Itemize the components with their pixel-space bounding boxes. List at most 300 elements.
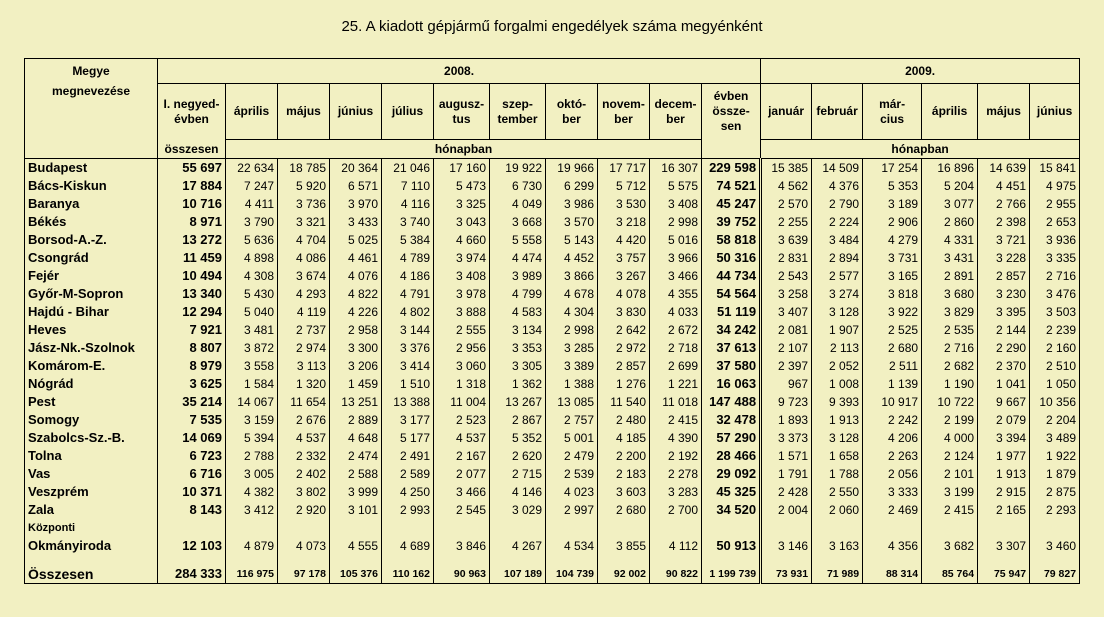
month-2008-value: 4 452 xyxy=(546,249,598,267)
month-2009-value: 3 258 xyxy=(761,285,812,303)
month-2008-6-line1: októ- xyxy=(556,96,587,111)
month-2008-value: 4 537 xyxy=(278,429,330,447)
month-2009-value: 3 489 xyxy=(1030,429,1080,447)
county-name: Békés xyxy=(25,213,158,231)
month-2008-value: 13 251 xyxy=(330,393,382,411)
month-2008-value: 2 402 xyxy=(278,465,330,483)
month-2008-value: 104 739 xyxy=(546,555,598,583)
year-total-value: 32 478 xyxy=(702,411,761,429)
table-row xyxy=(25,555,1080,583)
month-2008-value: 92 002 xyxy=(598,555,650,583)
month-2008-value: 11 540 xyxy=(598,393,650,411)
month-2008-value: 13 267 xyxy=(490,393,546,411)
month-2008-value: 3 466 xyxy=(650,267,702,285)
month-2008-value: 4 119 xyxy=(278,303,330,321)
month-2009-value: 2 891 xyxy=(922,267,978,285)
month-2008-value: 3 285 xyxy=(546,339,598,357)
year-total-value: 1 199 739 xyxy=(702,555,761,583)
county-name: Csongrád xyxy=(25,249,158,267)
month-2008-value: 3 134 xyxy=(490,321,546,339)
table-row xyxy=(25,483,1080,501)
county-name: Vas xyxy=(25,465,158,483)
month-2008-value: 5 177 xyxy=(382,429,434,447)
month-2008-5-line1: szep- xyxy=(502,96,533,111)
month-2008-value: 16 307 xyxy=(650,159,702,178)
month-2009-value: 2 263 xyxy=(863,447,922,465)
month-2008-value: 4 555 xyxy=(330,519,382,555)
month-2009-value: 3 128 xyxy=(812,429,863,447)
month-2008-value: 4 461 xyxy=(330,249,382,267)
q1-value: 55 697 xyxy=(158,159,226,178)
month-2008-value: 5 001 xyxy=(546,429,598,447)
table-row xyxy=(25,411,1080,429)
month-2009-2-line1: már- xyxy=(879,96,906,111)
month-2008-value: 4 802 xyxy=(382,303,434,321)
evben-header-0-line1: évben xyxy=(713,89,749,104)
month-2009-value: 3 395 xyxy=(978,303,1030,321)
month-2009-value: 2 242 xyxy=(863,411,922,429)
month-2009-value: 1 913 xyxy=(812,411,863,429)
table-row xyxy=(25,249,1080,267)
month-2009-value: 2 955 xyxy=(1030,195,1080,213)
month-2009-value: 2 052 xyxy=(812,357,863,375)
month-2009-value: 2 510 xyxy=(1030,357,1080,375)
year-2009: 2009. xyxy=(761,59,1080,84)
month-2008-value: 3 029 xyxy=(490,501,546,519)
q1-value: 3 625 xyxy=(158,375,226,393)
month-2008-value: 3 966 xyxy=(650,249,702,267)
q1-value: 17 884 xyxy=(158,177,226,195)
q1-value: 12 103 xyxy=(158,519,226,555)
evben-header-0-line3: sen xyxy=(720,119,742,134)
q1-value: 8 807 xyxy=(158,339,226,357)
month-2008-value: 3 325 xyxy=(434,195,490,213)
honapban-2009: hónapban xyxy=(761,140,1080,159)
month-2008-value: 4 898 xyxy=(226,249,278,267)
month-2008-value: 3 305 xyxy=(490,357,546,375)
month-2009-value: 2 060 xyxy=(812,501,863,519)
month-2008-value: 2 278 xyxy=(650,465,702,483)
month-2008-value: 5 143 xyxy=(546,231,598,249)
month-2009-value: 2 906 xyxy=(863,213,922,231)
evben-header-0-line2: össze- xyxy=(712,104,750,119)
month-2009-1 xyxy=(812,84,863,140)
month-2009-value: 4 451 xyxy=(978,177,1030,195)
month-2008-value: 2 539 xyxy=(546,465,598,483)
month-2009-2 xyxy=(863,84,922,140)
month-2009-value: 9 667 xyxy=(978,393,1030,411)
county-name: Komárom-E. xyxy=(25,357,158,375)
q1-value: 8 143 xyxy=(158,501,226,519)
month-2009-value: 2 239 xyxy=(1030,321,1080,339)
month-2008-value: 4 293 xyxy=(278,285,330,303)
county-name: Borsod-A.-Z. xyxy=(25,231,158,249)
month-2008-value: 3 830 xyxy=(598,303,650,321)
month-2009-value: 2 255 xyxy=(761,213,812,231)
year-total-value: 51 119 xyxy=(702,303,761,321)
year-total-value: 57 290 xyxy=(702,429,761,447)
month-2009-value: 2 107 xyxy=(761,339,812,357)
q1-value: 6 716 xyxy=(158,465,226,483)
q1-value: 14 069 xyxy=(158,429,226,447)
month-2009-value: 2 570 xyxy=(761,195,812,213)
month-2008-value: 2 332 xyxy=(278,447,330,465)
month-2008-8-line1: decem- xyxy=(654,96,697,111)
month-2008-value: 2 920 xyxy=(278,501,330,519)
month-2008-value: 2 642 xyxy=(598,321,650,339)
month-2009-value: 1 571 xyxy=(761,447,812,465)
month-2008-value: 2 523 xyxy=(434,411,490,429)
table-row xyxy=(25,285,1080,303)
month-2009-value: 2 160 xyxy=(1030,339,1080,357)
month-2009-value: 2 577 xyxy=(812,267,863,285)
year-total-value: 16 063 xyxy=(702,375,761,393)
month-2009-value: 2 550 xyxy=(812,483,863,501)
month-2008-value: 5 016 xyxy=(650,231,702,249)
month-2008-value: 3 412 xyxy=(226,501,278,519)
month-2008-value: 3 408 xyxy=(434,267,490,285)
q1-value: 13 272 xyxy=(158,231,226,249)
month-2008-value: 4 033 xyxy=(650,303,702,321)
month-2008-value: 2 620 xyxy=(490,447,546,465)
month-2008-0 xyxy=(226,84,278,140)
month-2008-value: 18 785 xyxy=(278,159,330,178)
month-2009-2-line2: cius xyxy=(880,111,905,126)
month-2008-value: 3 206 xyxy=(330,357,382,375)
month-2009-5-line1: június xyxy=(1036,104,1073,118)
month-2008-0-line1: április xyxy=(233,104,270,118)
month-2009-value: 4 000 xyxy=(922,429,978,447)
table-row xyxy=(25,339,1080,357)
month-2009-value: 2 397 xyxy=(761,357,812,375)
county-name xyxy=(25,519,158,555)
month-2008-value: 4 474 xyxy=(490,249,546,267)
month-2008-value: 3 113 xyxy=(278,357,330,375)
month-2009-value: 2 716 xyxy=(922,339,978,357)
month-2008-value: 2 077 xyxy=(434,465,490,483)
month-2009-value: 2 680 xyxy=(863,339,922,357)
q1-value: 8 979 xyxy=(158,357,226,375)
table-row xyxy=(25,447,1080,465)
q1-value: 10 494 xyxy=(158,267,226,285)
month-2009-value: 2 428 xyxy=(761,483,812,501)
month-2008-value: 2 588 xyxy=(330,465,382,483)
month-2008-value: 97 178 xyxy=(278,555,330,583)
month-2009-value: 3 680 xyxy=(922,285,978,303)
month-2008-value: 4 534 xyxy=(546,519,598,555)
month-2008-value: 2 715 xyxy=(490,465,546,483)
month-2008-value: 4 678 xyxy=(546,285,598,303)
megye-header-2: megnevezése xyxy=(51,84,131,98)
month-2008-value: 2 672 xyxy=(650,321,702,339)
county-name: Hajdú - Bihar xyxy=(25,303,158,321)
month-2008-value: 4 382 xyxy=(226,483,278,501)
month-2008-value: 5 712 xyxy=(598,177,650,195)
month-2008-value: 4 799 xyxy=(490,285,546,303)
month-2009-0 xyxy=(761,84,812,140)
county-name: Pest xyxy=(25,393,158,411)
month-2008-value: 5 430 xyxy=(226,285,278,303)
year-total-value: 44 734 xyxy=(702,267,761,285)
month-2008-value: 21 046 xyxy=(382,159,434,178)
table-row xyxy=(25,519,1080,555)
month-2009-value: 2 293 xyxy=(1030,501,1080,519)
q1-header xyxy=(158,84,226,140)
month-2008-value: 3 321 xyxy=(278,213,330,231)
month-2008-value: 3 300 xyxy=(330,339,382,357)
month-2008-value: 2 956 xyxy=(434,339,490,357)
month-2008-6-line2: ber xyxy=(562,111,581,126)
month-2008-value: 3 433 xyxy=(330,213,382,231)
month-2008-value: 2 958 xyxy=(330,321,382,339)
month-2008-value: 2 757 xyxy=(546,411,598,429)
month-2008-value: 3 855 xyxy=(598,519,650,555)
month-2009-value: 2 860 xyxy=(922,213,978,231)
month-2009-value: 3 639 xyxy=(761,231,812,249)
month-2009-value: 9 393 xyxy=(812,393,863,411)
month-2009-value: 3 373 xyxy=(761,429,812,447)
month-2009-value: 2 766 xyxy=(978,195,1030,213)
month-2009-value: 4 562 xyxy=(761,177,812,195)
month-2008-value: 1 276 xyxy=(598,375,650,393)
month-2008-value: 2 889 xyxy=(330,411,382,429)
month-2008-value: 13 085 xyxy=(546,393,598,411)
month-2009-value: 9 723 xyxy=(761,393,812,411)
month-2009-value: 4 331 xyxy=(922,231,978,249)
month-2008-value: 5 394 xyxy=(226,429,278,447)
month-2008-value: 14 067 xyxy=(226,393,278,411)
month-2008-value: 3 757 xyxy=(598,249,650,267)
month-2008-value: 3 101 xyxy=(330,501,382,519)
month-2008-value: 2 997 xyxy=(546,501,598,519)
month-2009-value: 3 163 xyxy=(812,519,863,555)
month-2008-value: 2 415 xyxy=(650,411,702,429)
month-2008-value: 3 674 xyxy=(278,267,330,285)
month-2008-value: 2 718 xyxy=(650,339,702,357)
county-name: Szabolcs-Sz.-B. xyxy=(25,429,158,447)
county-name: Somogy xyxy=(25,411,158,429)
month-2008-value: 4 073 xyxy=(278,519,330,555)
month-2008-value: 105 376 xyxy=(330,555,382,583)
month-2008-value: 3 043 xyxy=(434,213,490,231)
month-2008-value: 2 998 xyxy=(546,321,598,339)
month-2009-value: 4 356 xyxy=(863,519,922,555)
month-2009-value: 2 875 xyxy=(1030,483,1080,501)
month-2008-7-line2: ber xyxy=(614,111,633,126)
month-2008-value: 3 060 xyxy=(434,357,490,375)
month-2009-value: 2 915 xyxy=(978,483,1030,501)
month-2008-value: 2 491 xyxy=(382,447,434,465)
month-2009-value: 2 056 xyxy=(863,465,922,483)
month-2008-value: 3 986 xyxy=(546,195,598,213)
month-2009-value: 1 913 xyxy=(978,465,1030,483)
county-name: Fejér xyxy=(25,267,158,285)
month-2008-value: 13 388 xyxy=(382,393,434,411)
month-2009-value: 3 128 xyxy=(812,303,863,321)
month-2008-value: 1 388 xyxy=(546,375,598,393)
year-total-value: 37 580 xyxy=(702,357,761,375)
month-2008-value: 3 866 xyxy=(546,267,598,285)
month-2009-value: 1 879 xyxy=(1030,465,1080,483)
month-2008-value: 11 654 xyxy=(278,393,330,411)
month-2009-value: 967 xyxy=(761,375,812,393)
month-2008-value: 11 018 xyxy=(650,393,702,411)
month-2009-value: 1 658 xyxy=(812,447,863,465)
month-2008-value: 3 283 xyxy=(650,483,702,501)
month-2009-value: 1 893 xyxy=(761,411,812,429)
month-2008-value: 3 558 xyxy=(226,357,278,375)
month-2008-value: 2 474 xyxy=(330,447,382,465)
q1-value: 284 333 xyxy=(158,555,226,583)
month-2008-value: 4 791 xyxy=(382,285,434,303)
month-2009-value: 2 144 xyxy=(978,321,1030,339)
table-row xyxy=(25,429,1080,447)
month-2009-value: 3 476 xyxy=(1030,285,1080,303)
month-2009-value: 2 290 xyxy=(978,339,1030,357)
month-2008-value: 2 555 xyxy=(434,321,490,339)
month-2009-value: 3 335 xyxy=(1030,249,1080,267)
month-2008-5 xyxy=(490,84,546,140)
county-name: Győr-M-Sopron xyxy=(25,285,158,303)
month-2008-value: 5 352 xyxy=(490,429,546,447)
month-2009-value: 1 977 xyxy=(978,447,1030,465)
month-2009-value: 14 509 xyxy=(812,159,863,178)
month-2008-value: 2 167 xyxy=(434,447,490,465)
month-2008-6 xyxy=(546,84,598,140)
month-2009-value: 2 857 xyxy=(978,267,1030,285)
month-2009-value: 88 314 xyxy=(863,555,922,583)
month-2009-value: 3 274 xyxy=(812,285,863,303)
month-2009-value: 1 788 xyxy=(812,465,863,483)
month-2008-value: 19 966 xyxy=(546,159,598,178)
month-2009-value: 3 682 xyxy=(922,519,978,555)
county-name: Budapest xyxy=(25,159,158,178)
month-2008-value: 2 589 xyxy=(382,465,434,483)
month-2008-3 xyxy=(382,84,434,140)
table-row xyxy=(25,195,1080,213)
month-2008-value: 5 473 xyxy=(434,177,490,195)
month-2009-value: 2 511 xyxy=(863,357,922,375)
month-2008-value: 3 846 xyxy=(434,519,490,555)
month-2009-value: 2 682 xyxy=(922,357,978,375)
month-2008-value: 3 389 xyxy=(546,357,598,375)
month-2009-value: 3 165 xyxy=(863,267,922,285)
month-2009-value: 4 206 xyxy=(863,429,922,447)
month-2008-value: 3 740 xyxy=(382,213,434,231)
month-2008-value: 1 584 xyxy=(226,375,278,393)
month-2008-value: 2 200 xyxy=(598,447,650,465)
county-name: Jász-Nk.-Szolnok xyxy=(25,339,158,357)
month-2009-value: 3 721 xyxy=(978,231,1030,249)
month-2008-4 xyxy=(434,84,490,140)
month-2009-value: 3 936 xyxy=(1030,231,1080,249)
year-total-value: 34 520 xyxy=(702,501,761,519)
county-name: Összesen xyxy=(25,555,158,583)
table-row xyxy=(25,465,1080,483)
month-2008-value: 2 479 xyxy=(546,447,598,465)
month-2009-3-line1: április xyxy=(931,104,968,118)
month-2008-3-line1: július xyxy=(391,104,424,118)
month-2008-value: 2 183 xyxy=(598,465,650,483)
month-2008-2-line1: június xyxy=(337,104,374,118)
month-2008-value: 2 998 xyxy=(650,213,702,231)
month-2008-value: 5 558 xyxy=(490,231,546,249)
q1-value: 12 294 xyxy=(158,303,226,321)
month-2009-value: 3 146 xyxy=(761,519,812,555)
month-2009-value: 79 827 xyxy=(1030,555,1080,583)
month-2008-value: 4 112 xyxy=(650,519,702,555)
month-2008-value: 4 304 xyxy=(546,303,598,321)
month-2009-value: 10 356 xyxy=(1030,393,1080,411)
q1-value: 8 971 xyxy=(158,213,226,231)
month-2008-value: 3 414 xyxy=(382,357,434,375)
month-2009-1-line1: február xyxy=(816,104,858,118)
month-2009-4-line1: május xyxy=(986,104,1021,118)
month-2008-value: 2 192 xyxy=(650,447,702,465)
month-2009-value: 2 199 xyxy=(922,411,978,429)
month-2009-5 xyxy=(1030,84,1080,140)
month-2008-value: 3 005 xyxy=(226,465,278,483)
month-2009-value: 2 101 xyxy=(922,465,978,483)
month-2009-value: 3 077 xyxy=(922,195,978,213)
month-2008-value: 4 267 xyxy=(490,519,546,555)
year-total-value: 74 521 xyxy=(702,177,761,195)
month-2008-value: 2 700 xyxy=(650,501,702,519)
month-2008-value: 22 634 xyxy=(226,159,278,178)
month-2008-7-line1: novem- xyxy=(602,96,645,111)
month-2008-value: 3 530 xyxy=(598,195,650,213)
month-2008-value: 90 963 xyxy=(434,555,490,583)
month-2008-value: 11 004 xyxy=(434,393,490,411)
month-2008-value: 4 078 xyxy=(598,285,650,303)
year-total-value: 147 488 xyxy=(702,393,761,411)
month-2008-value: 4 420 xyxy=(598,231,650,249)
month-2009-value: 15 841 xyxy=(1030,159,1080,178)
month-2009-value: 3 503 xyxy=(1030,303,1080,321)
month-2008-value: 1 320 xyxy=(278,375,330,393)
month-2008-value: 4 789 xyxy=(382,249,434,267)
month-2008-value: 6 730 xyxy=(490,177,546,195)
month-2008-value: 2 867 xyxy=(490,411,546,429)
month-2009-value: 3 407 xyxy=(761,303,812,321)
q1-header-line1: I. negyed- xyxy=(163,96,220,111)
honapban-2008: hónapban xyxy=(226,140,702,159)
month-2009-value: 4 975 xyxy=(1030,177,1080,195)
month-2008-value: 4 146 xyxy=(490,483,546,501)
month-2008-value: 116 975 xyxy=(226,555,278,583)
month-2009-value: 10 917 xyxy=(863,393,922,411)
month-2008-value: 5 575 xyxy=(650,177,702,195)
year-total-value: 45 325 xyxy=(702,483,761,501)
table-row xyxy=(25,321,1080,339)
month-2008-value: 90 822 xyxy=(650,555,702,583)
month-2009-value: 2 224 xyxy=(812,213,863,231)
month-2009-value: 2 535 xyxy=(922,321,978,339)
year-total-value: 50 316 xyxy=(702,249,761,267)
month-2009-value: 1 791 xyxy=(761,465,812,483)
month-2008-value: 3 177 xyxy=(382,411,434,429)
page-title: 25. A kiadott gépjármű forgalmi engedélyek száma megyénként xyxy=(341,18,763,35)
table-row xyxy=(25,501,1080,519)
q1-value: 6 723 xyxy=(158,447,226,465)
month-2009-value: 1 041 xyxy=(978,375,1030,393)
table-row xyxy=(25,267,1080,285)
month-2009-value: 2 124 xyxy=(922,447,978,465)
month-2008-value: 2 676 xyxy=(278,411,330,429)
month-2009-value: 2 543 xyxy=(761,267,812,285)
q1-header-line2: évben xyxy=(174,111,209,126)
year-total-value: 229 598 xyxy=(702,159,761,178)
